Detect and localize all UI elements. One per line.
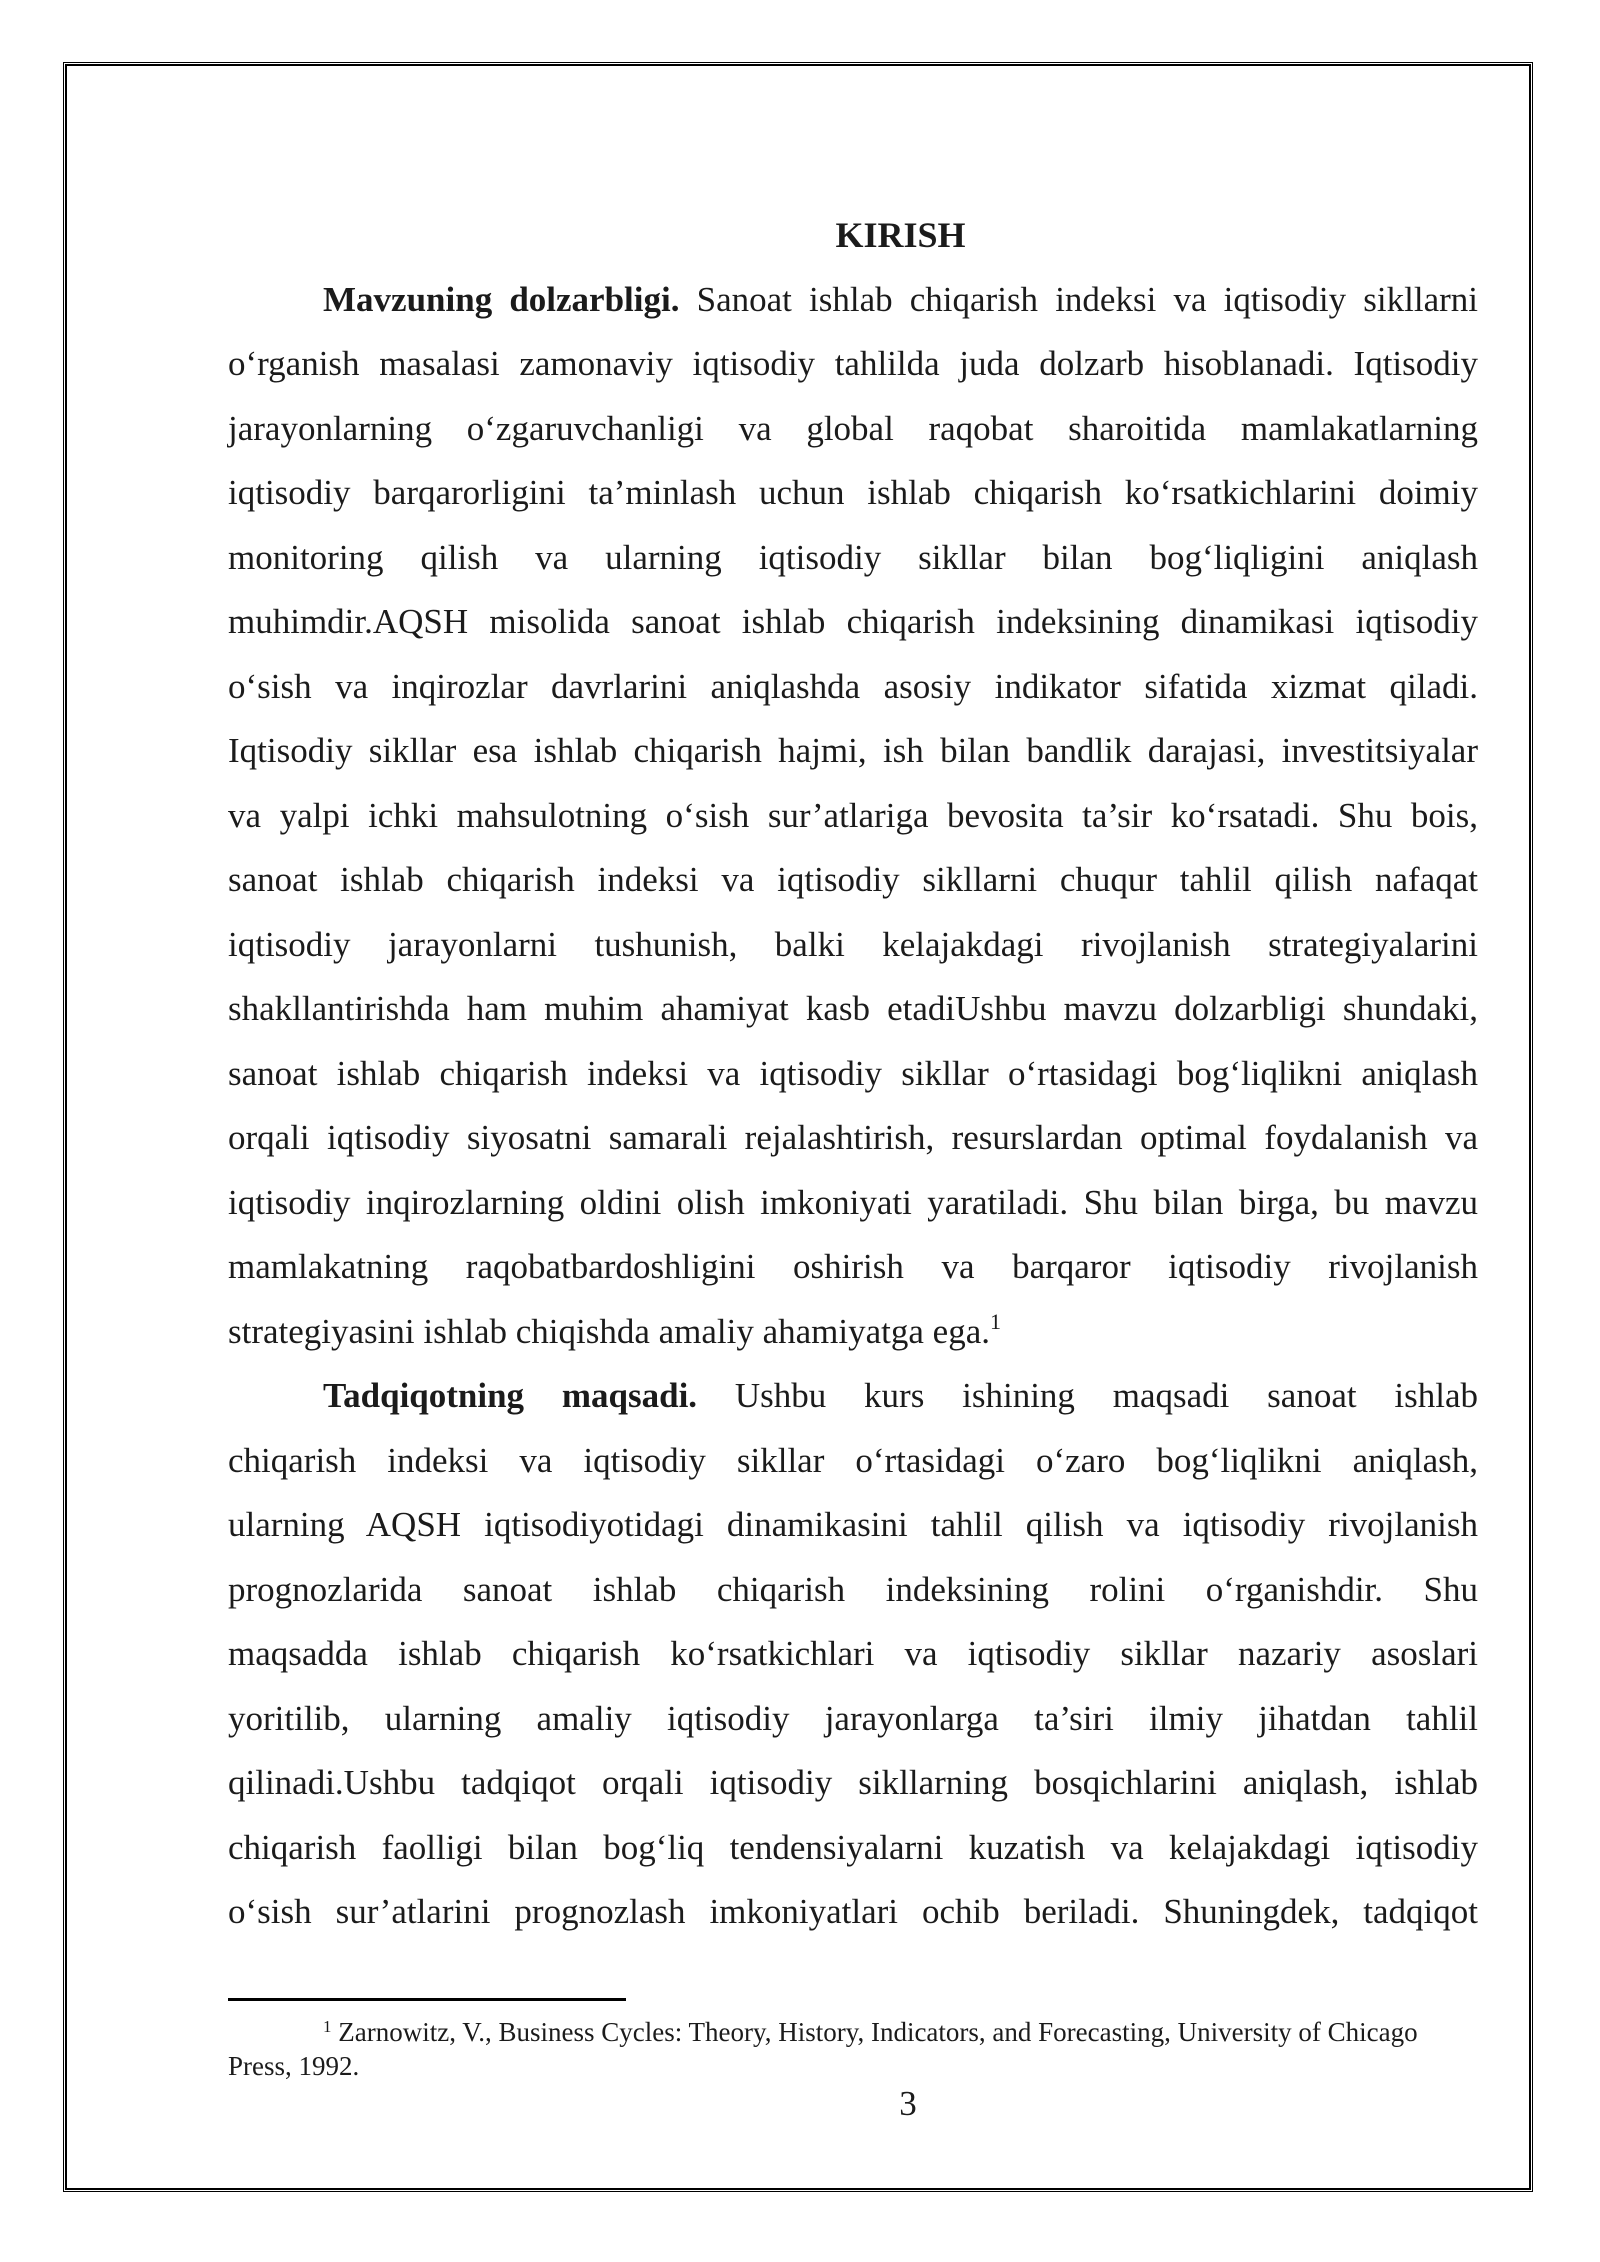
footnote-line-2: Press, 1992.	[228, 2051, 360, 2081]
paragraph2-line-9: o‘sish sur’atlarini prognozlash imkoniyatlari ochib beriladi. Shuningdek, tadqiqot	[228, 1892, 1478, 1931]
paragraph1-line-4: iqtisodiy barqarorligini ta’minlash uchun ishlab chiqarish ko‘rsatkichlarini doimiy	[228, 473, 1478, 512]
footnote-separator-rule	[228, 1998, 626, 2001]
paragraph1-line-5: monitoring qilish va ularning iqtisodiy sikllar bilan bog‘liqligini aniqlash	[228, 537, 1478, 577]
footnote-citation-text: Zarnowitz, V., Business Cycles: Theory, History, Indicators, and Forecasting, University of Chicago	[331, 2017, 1418, 2047]
paragraph1-line-8: Iqtisodiy sikllar esa ishlab chiqarish hajmi, ish bilan bandlik darajasi, investitsiyalar	[228, 731, 1478, 770]
footnote-number: 1	[323, 2017, 332, 2036]
paragraph1-line-1	[228, 268, 1478, 333]
paragraph1-line-12: shakllantirishda ham muhim ahamiyat kasb etadiUshbu mavzu dolzarbligi shundaki,	[228, 989, 1478, 1028]
paragraph2-line-4: prognozlarida sanoat ishlab chiqarish indeksining rolini o‘rganishdir. Shu	[228, 1569, 1478, 1609]
paragraph1-line-3: jarayonlarning o‘zgaruvchanligi va global raqobat sharoitida mamlakatlarning	[228, 408, 1478, 448]
paragraph2-line-8: chiqarish faolligi bilan bog‘liq tendensiyalarni kuzatish va kelajakdagi iqtisodiy	[228, 1827, 1478, 1867]
paragraph1-line-13: sanoat ishlab chiqarish indeksi va iqtisodiy sikllar o‘rtasidagi bog‘liqlikni aniqlash	[228, 1053, 1478, 1093]
paragraph1-line-2: o‘rganish masalasi zamonaviy iqtisodiy tahlilda juda dolzarb hisoblanadi. Iqtisodiy	[228, 344, 1478, 383]
paragraph2-lead-bold: Tadqiqotning maqsadi.	[323, 1376, 698, 1415]
paragraph2-line-7: qilinadi.Ushbu tadqiqot orqali iqtisodiy sikllarning bosqichlarini aniqlash, ishlab	[228, 1763, 1478, 1802]
paragraph1-line-16: mamlakatning raqobatbardoshligini oshirish va barqaror iqtisodiy rivojlanish	[228, 1247, 1478, 1286]
paragraph1-line-10: sanoat ishlab chiqarish indeksi va iqtisodiy sikllarni chuqur tahlil qilish nafaqat	[228, 860, 1478, 899]
paragraph2-line-5: maqsadda ishlab chiqarish ko‘rsatkichlari va iqtisodiy sikllar nazariy asoslari	[228, 1634, 1478, 1673]
paragraph2-line-1	[228, 1364, 1478, 1429]
paragraph1-line-1-text: Sanoat ishlab chiqarish indeksi va iqtisodiy sikllarni	[679, 279, 1478, 319]
paragraph1-line-7: o‘sish va inqirozlar davrlarini aniqlashda asosiy indikator sifatida xizmat qiladi.	[228, 666, 1478, 706]
paragraph2-line-6: yoritilib, ularning amaliy iqtisodiy jarayonlarga ta’siri ilmiy jihatdan tahlil	[228, 1698, 1478, 1738]
footnote	[228, 2015, 1478, 2083]
paragraph2-line-2: chiqarish indeksi va iqtisodiy sikllar o‘rtasidagi o‘zaro bog‘liqlikni aniqlash,	[228, 1440, 1478, 1480]
page-content	[228, 203, 1478, 1945]
paragraph1-line-14: orqali iqtisodiy siyosatni samarali rejalashtirish, resurslardan optimal foydalanish va	[228, 1118, 1478, 1157]
footnote-reference-mark: 1	[990, 1308, 1001, 1334]
paragraph1-line-11: iqtisodiy jarayonlarni tushunish, balki kelajakdagi rivojlanish strategiyalarini	[228, 924, 1478, 964]
paragraph1-last-line	[228, 1300, 1478, 1365]
page-number: 3	[899, 2084, 917, 2123]
paragraph2-line-1-text: Ushbu kurs ishining maqsadi sanoat ishlab	[697, 1376, 1478, 1415]
paragraph1-line-9: va yalpi ichki mahsulotning o‘sish sur’atlariga bevosita ta’sir ko‘rsatadi. Shu bois,	[228, 795, 1478, 835]
footnote-line-1	[228, 2015, 1478, 2049]
paragraph1-line-15: iqtisodiy inqirozlarning oldini olish imkoniyati yaratiladi. Shu bilan birga, bu mavzu	[228, 1182, 1478, 1222]
paragraph1-lead-bold: Mavzuning dolzarbligi.	[323, 279, 680, 319]
paragraph1-line-6: muhimdir.AQSH misolida sanoat ishlab chiqarish indeksining dinamikasi iqtisodiy	[228, 602, 1478, 641]
paragraph1-last-line-text: strategiyasini ishlab chiqishda amaliy ahamiyatga ega.	[228, 1311, 990, 1351]
section-title: KIRISH	[835, 215, 966, 255]
paragraph2-line-3: ularning AQSH iqtisodiyotidagi dinamikasini tahlil qilish va iqtisodiy rivojlanish	[228, 1505, 1478, 1544]
